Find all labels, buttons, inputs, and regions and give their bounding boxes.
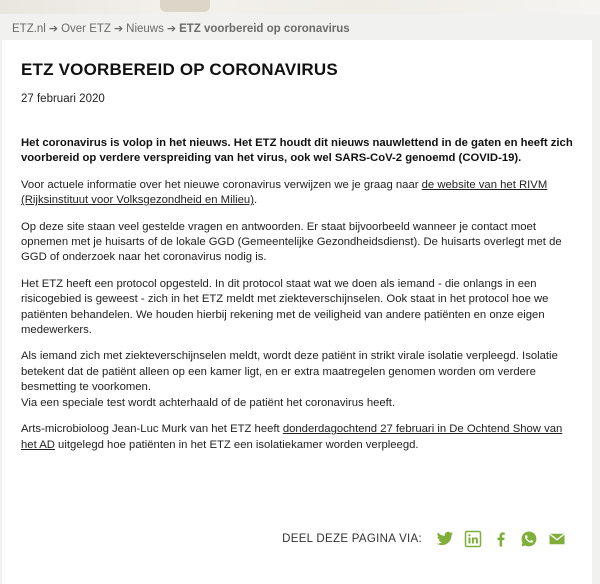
article-paragraph-microbiologist (21, 422, 576, 453)
article-paragraph-protocol: Het ETZ heeft een protocol opgesteld. In dit protocol staat wat we doen als iemand - die onlangs in een risicogebied is geweest - zich in het ETZ meldt met ziekteverschijnselen. Ook staat in het protocol hoe we patiënten behandelen. We houden hierbij rekening met de veiligheid van andere patiënten en onze eigen medewerkers. (21, 277, 549, 337)
article-paragraph-rivm (21, 178, 576, 209)
breadcrumb (12, 22, 350, 35)
paragraph-text: uitgelegd hoe patiënten in het ETZ een isolatiekamer worden verpleegd. (54, 438, 419, 451)
arrow-right-icon: ➔ (166, 23, 177, 35)
linkedin-icon[interactable] (464, 530, 482, 548)
arrow-right-icon: ➔ (113, 23, 124, 35)
share-label: DEEL DEZE PAGINA VIA: (282, 533, 422, 545)
article-body (21, 136, 576, 464)
breadcrumb-over-etz[interactable]: Over ETZ (61, 22, 111, 35)
arrow-right-icon: ➔ (48, 23, 59, 35)
breadcrumb-nieuws[interactable]: Nieuws (126, 22, 164, 35)
paragraph-text: Via een speciale test wordt achterhaald of de patiënt het coronavirus heeft. (21, 396, 396, 409)
article-lead: Het coronavirus is volop in het nieuws. Het ETZ houdt dit nieuws nauwlettend in de gaten en heeft zich voorbereid op verdere verspreiding van het virus, ook wel SARS-CoV-2 genoemd (COVID-19). (21, 137, 573, 165)
share-bar (282, 530, 566, 548)
breadcrumb-current: ETZ voorbereid op coronavirus (179, 22, 350, 35)
article-paragraph-isolation (21, 349, 576, 411)
paragraph-text: Voor actuele informatie over het nieuwe coronavirus verwijzen we je graag naar (21, 178, 422, 191)
paragraph-text: . (253, 194, 258, 207)
article-card (2, 40, 592, 584)
twitter-icon[interactable] (436, 530, 454, 548)
breadcrumb-home[interactable]: ETZ.nl (12, 22, 46, 35)
page-title: ETZ VOORBEREID OP CORONAVIRUS (21, 60, 338, 79)
ochtend-show-link[interactable]: donderdagochtend 27 februari in De Ochtend Show van het AD (21, 423, 563, 451)
rivm-link[interactable]: de website van het RIVM (Rijksinstituut voor Volksgezondheid en Milieu) (21, 178, 548, 207)
article-paragraph-faq: Op deze site staan veel gestelde vragen en antwoorden. Er staat bijvoorbeeld wanneer je contact moet opnemen met je huisarts of de lokale GGD (Gemeentelijke Gezondheidsdienst). De huisarts overlegt met de GGD of onderzoek naar het coronavirus nodig is. (21, 220, 562, 264)
email-icon[interactable] (548, 530, 566, 548)
hero-image-detail (160, 0, 210, 12)
facebook-icon[interactable] (492, 530, 510, 548)
paragraph-text: Arts-microbioloog Jean-Luc Murk van het ETZ heeft (21, 423, 283, 436)
whatsapp-icon[interactable] (520, 530, 538, 548)
hero-image-strip (0, 0, 600, 14)
paragraph-text: Als iemand zich met ziekteverschijnselen meldt, wordt deze patiënt in strikt virale isolatie verpleegd. Isolatie betekent dat de patiënt alleen op een kamer ligt, en er extra maatregelen genomen worden om verdere besmetting te voorkomen. (21, 350, 558, 394)
article-date: 27 februari 2020 (21, 93, 105, 105)
